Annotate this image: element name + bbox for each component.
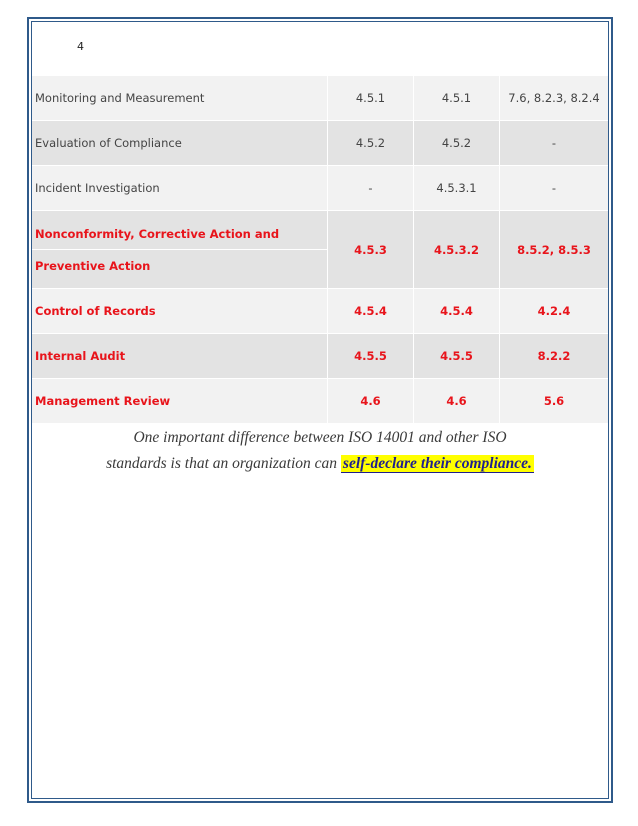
- clause-cell: 4.5.5: [414, 334, 500, 378]
- clause-cell: 4.6: [328, 379, 414, 423]
- clause-cell: -: [551, 181, 557, 195]
- element-cell: Evaluation of Compliance: [32, 121, 328, 165]
- table-row: [32, 76, 608, 121]
- clause-cell: 8.2.2: [537, 349, 571, 363]
- standards-comparison-table: [32, 76, 608, 424]
- element-cell: Management Review: [32, 379, 328, 423]
- note-line-1: One important difference between ISO 14001 and other ISO: [133, 429, 507, 446]
- clause-cell: 7.6, 8.2.3, 8.2.4: [508, 91, 600, 105]
- element-cell: Internal Audit: [32, 334, 328, 378]
- clause-cell: 5.6: [543, 394, 565, 408]
- clause-cell: 4.5.3: [328, 211, 414, 288]
- element-cell: Monitoring and Measurement: [32, 76, 328, 120]
- clause-cell: 8.5.2, 8.5.3: [517, 242, 591, 257]
- clause-cell: 4.5.5: [328, 334, 414, 378]
- element-line: Nonconformity, Corrective Action and: [32, 218, 327, 250]
- clause-cell: 4.2.4: [537, 304, 571, 318]
- clause-cell: 4.5.2: [328, 121, 414, 165]
- clause-cell: -: [551, 136, 557, 150]
- clause-cell: 4.5.1: [328, 76, 414, 120]
- note-line-2-text: standards is that an organization can: [106, 455, 341, 472]
- table-row: [32, 121, 608, 166]
- highlighted-phrase: self-declare their compliance.: [342, 455, 532, 472]
- clause-cell: 4.5.4: [414, 289, 500, 333]
- page-number: 4: [77, 40, 84, 53]
- clause-cell: 4.5.1: [414, 76, 500, 120]
- table-row: [32, 289, 608, 334]
- clause-cell: 4.5.4: [328, 289, 414, 333]
- element-line: Preventive Action: [35, 258, 151, 273]
- element-cell: [32, 211, 328, 288]
- table-row: [32, 166, 608, 211]
- clause-cell: 4.5.3.2: [414, 211, 500, 288]
- clause-cell: 4.5.2: [414, 121, 500, 165]
- table-row: [32, 334, 608, 379]
- clause-cell: 4.6: [414, 379, 500, 423]
- table-row: [32, 379, 608, 424]
- clause-cell: -: [328, 166, 414, 210]
- clause-cell: 4.5.3.1: [414, 166, 500, 210]
- element-cell: Control of Records: [32, 289, 328, 333]
- note-line-2: [32, 455, 608, 473]
- table-row: [32, 211, 608, 289]
- element-cell: Incident Investigation: [32, 166, 328, 210]
